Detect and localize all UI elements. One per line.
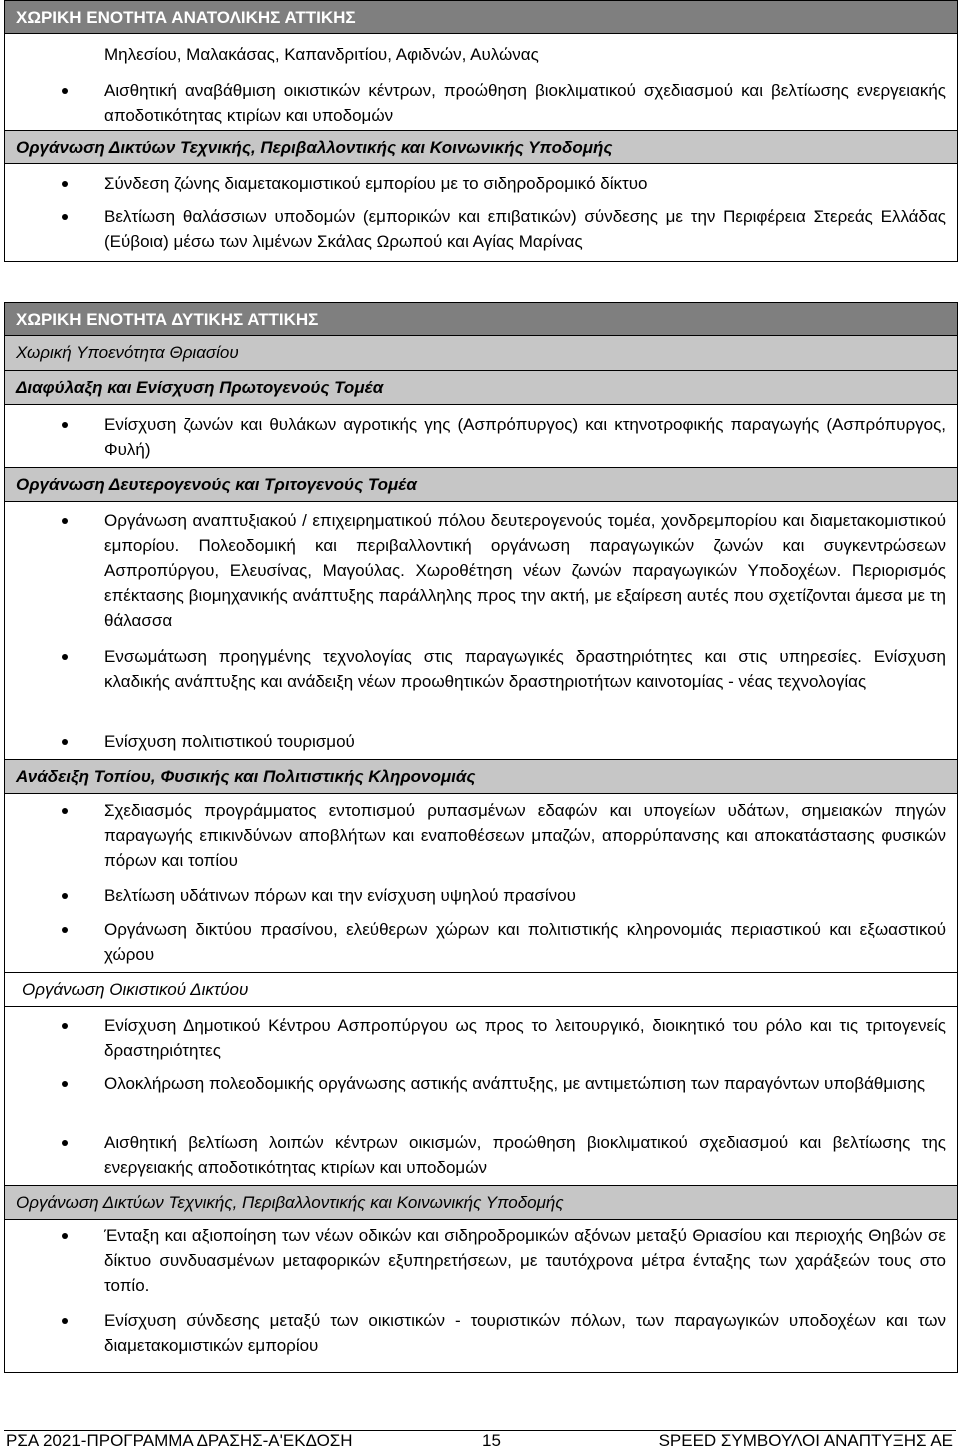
west-attica-section — [4, 302, 958, 1373]
bullet-icon — [62, 422, 68, 428]
section-title: ΧΩΡΙΚΗ ΕΝΟΤΗΤΑ ΔΥΤΙΚΗΣ ΑΤΤΙΚΗΣ — [5, 303, 957, 336]
bullet-icon — [62, 1140, 68, 1146]
section-heading: Οργάνωση Δικτύων Τεχνικής, Περιβαλλοντικής και Κοινωνικής Υποδομής — [5, 1185, 957, 1220]
bullet-icon — [62, 214, 68, 220]
section-heading: Διαφύλαξη και Ενίσχυση Πρωτογενούς Τομέα — [5, 370, 957, 405]
list-item-text: Ένταξη και αξιοποίηση των νέων οδικών και σιδηροδρομικών αξόνων μεταξύ Θριασίου και περιοχής Θηβών σε δίκτυο συνδυασμένων μεταφορικών εξυπηρετήσεων, με ταυτόχρονα μέτρα ένταξης των χαράξεών τους στο τοπίο. — [104, 1226, 946, 1295]
bullet-icon — [62, 181, 68, 187]
list-item-text: Οργάνωση αναπτυξιακού / επιχειρηματικού πόλου δευτερογενούς τομέα, χονδρεμπορίου και διαμετακομιστικού εμπορίου. Πολεοδομική και περιβαλλοντική οργάνωση παραγωγικών ζωνών και συγκεντρώσεων Ασπροπύργου, Ελευσίνας, Μαγούλας. Χωροθέτηση νέων ζωνών παραγωγικών Υποδοχέων. Περιορισμός επέκτασης βιομηχανικής ανάπτυξης παράλληλης προς την ακτή, με εξαίρεση αυτές που σχετίζονται άμεσα με τη θάλασσα — [104, 511, 946, 630]
bullet-icon — [62, 88, 68, 94]
list-item-text: Βελτίωση θαλάσσιων υποδομών (εμπορικών και επιβατικών) σύνδεσης με την Περιφέρεια Στερεάς Ελλάδας (Εύβοια) μέσω των λιμένων Σκάλας Ωρωπού και Αγίας Μαρίνας — [104, 207, 946, 251]
subarea-list: Μηλεσίου, Μαλακάσας, Καπανδριτίου, Αφιδνών, Αυλώνας — [104, 45, 539, 64]
list-item-text: Ενσωμάτωση προηγμένης τεχνολογίας στις παραγωγικές δραστηριότητες και στις υπηρεσίες. Ενίσχυση κλαδικής ανάπτυξης και ανάδειξη νέων προωθητικών δραστηριοτήτων καινοτομίας - νέας τεχνολογίας — [104, 647, 946, 691]
list-item-text: Ενίσχυση ζωνών και θυλάκων αγροτικής γης (Ασπρόπυργος) και κτηνοτροφικής παραγωγής (Ασπρόπυργος, Φυλή) — [104, 415, 946, 459]
list-item-text: Ενίσχυση σύνδεσης μεταξύ των οικιστικών - τουριστικών πόλων, των παραγωγικών υποδοχέων και των διαμετακομιστικών εμπορίου — [104, 1311, 946, 1355]
section-heading: Οργάνωση Δευτερογενούς και Τριτογενούς Τομέα — [5, 467, 957, 502]
bullet-icon — [62, 1081, 68, 1087]
footer-document-title: ΡΣΑ 2021-ΠΡΟΓΡΑΜΜΑ ΔΡΑΣΗΣ-Α'ΕΚΔΟΣΗ — [6, 1431, 353, 1450]
list-item-text: Ενίσχυση Δημοτικού Κέντρου Ασπροπύργου ως προς το λειτουργικό, διοικητικό του ρόλο και τις τριτογενείς δραστηριότητες — [104, 1016, 946, 1060]
section-heading: Ανάδειξη Τοπίου, Φυσικής και Πολιτιστικής Κληρονομιάς — [5, 759, 957, 794]
bullet-icon — [62, 1318, 68, 1324]
bullet-icon — [62, 893, 68, 899]
footer-company: SPEED ΣΥΜΒΟΥΛΟΙ ΑΝΑΠΤΥΞΗΣ ΑΕ — [658, 1431, 953, 1450]
list-item-text: Ολοκλήρωση πολεοδομικής οργάνωσης αστικής ανάπτυξης, με αντιμετώπιση των παραγόντων υποβάθμισης — [104, 1074, 926, 1093]
section-heading: Οργάνωση Οικιστικού Δικτύου — [5, 972, 957, 1007]
bullet-icon — [62, 1233, 68, 1239]
bullet-icon — [62, 518, 68, 524]
list-item-text: Αισθητική βελτίωση λοιπών κέντρων οικισμών, προώθηση βιοκλιματικού σχεδιασμού και βελτίωσης της ενεργειακής αποδοτικότητας κτιρίων και υποδομών — [104, 1133, 946, 1177]
list-item-text: Αισθητική αναβάθμιση οικιστικών κέντρων, προώθηση βιοκλιματικού σχεδιασμού και βελτίωσης ενεργειακής αποδοτικότητας κτιρίων και υποδομών — [104, 81, 946, 125]
section-title: ΧΩΡΙΚΗ ΕΝΟΤΗΤΑ ΑΝΑΤΟΛΙΚΗΣ ΑΤΤΙΚΗΣ — [5, 1, 957, 34]
bullet-icon — [62, 739, 68, 745]
bullet-icon — [62, 808, 68, 814]
list-item-text: Σχεδιασμός προγράμματος εντοπισμού ρυπασμένων εδαφών και υπογείων υδάτων, σημειακών πηγών παραγωγής επικινδύνων αποβλήτων και εναποθέσεων μπαζών, απορρύπανσης και αποκατάστασης φυσικών πόρων και τοπίου — [104, 801, 946, 870]
bullet-icon — [62, 654, 68, 660]
page-number: 15 — [482, 1431, 501, 1450]
bullet-icon — [62, 927, 68, 933]
bullet-icon — [62, 1023, 68, 1029]
list-item-text: Βελτίωση υδάτινων πόρων και την ενίσχυση υψηλού πρασίνου — [104, 886, 576, 905]
east-attica-section — [4, 0, 958, 262]
list-item-text: Ενίσχυση πολιτιστικού τουρισμού — [104, 732, 355, 751]
list-item-text: Οργάνωση δικτύου πρασίνου, ελεύθερων χώρων και πολιτιστικής κληρονομιάς περιαστικού και εξωαστικού χώρου — [104, 920, 946, 964]
subarea-heading: Χωρική Υποενότητα Θριασίου — [5, 336, 957, 371]
list-item-text: Σύνδεση ζώνης διαμετακομιστικού εμπορίου με το σιδηροδρομικό δίκτυο — [104, 174, 648, 193]
section-heading: Οργάνωση Δικτύων Τεχνικής, Περιβαλλοντικής και Κοινωνικής Υποδομής — [5, 130, 957, 164]
